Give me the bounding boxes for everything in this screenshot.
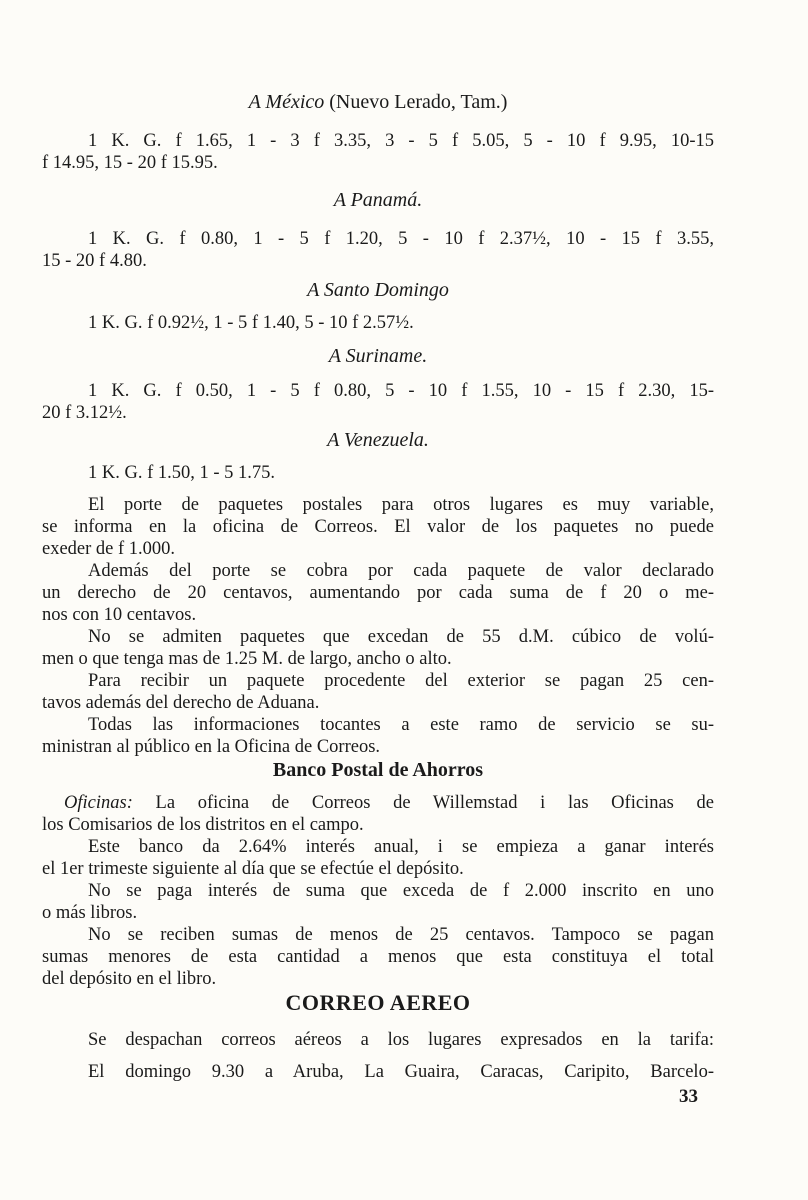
text-line: sumas menores de esta cantidad a menos que esta constituya el total [42, 947, 714, 967]
text-line: Este banco da 2.64% interés anual, i se empieza a ganar interés [88, 837, 714, 857]
text-line: No se paga interés de suma que exceda de f 2.000 inscrito en uno [88, 881, 714, 901]
text-line: Se despachan correos aéreos a los lugares expresados en la tarifa: [88, 1030, 714, 1050]
heading-panama: A Panamá. [333, 189, 423, 211]
rates-mexico [42, 130, 714, 174]
heading-suriname: A Suriname. [328, 345, 428, 367]
text-line: el 1er trimeste siguiente al día que se efectúe el depósito. [42, 859, 464, 879]
text-line: No se admiten paquetes que excedan de 55 d.M. cúbico de volú- [88, 627, 714, 647]
text-line: 1 K. G. f 0.50, 1 - 5 f 0.80, 5 - 10 f 1.55, 10 - 15 f 2.30, 15- [88, 381, 714, 401]
heading-venezuela: A Venezuela. [327, 429, 429, 451]
heading-santo-domingo: A Santo Domingo [307, 279, 449, 301]
text-line: 1 K. G. f 1.50, 1 - 5 1.75. [88, 463, 276, 483]
correo-text [42, 1024, 714, 1088]
text-line: un derecho de 20 centavos, aumentando por cada suma de f 20 o me- [42, 583, 714, 603]
text-line: exeder de f 1.000. [42, 539, 176, 559]
text-line [42, 792, 714, 814]
text-line: 1 K. G. f 0.92½, 1 - 5 f 1.40, 5 - 10 f 2.57½. [88, 313, 414, 333]
text-line: 15 - 20 f 4.80. [42, 251, 147, 271]
text-line: 1 K. G. f 1.65, 1 - 3 f 3.35, 3 - 5 f 5.05, 5 - 10 f 9.95, 10-15 [88, 131, 714, 151]
text-line: Para recibir un paquete procedente del exterior se pagan 25 cen- [88, 671, 714, 691]
text-line: del depósito en el libro. [42, 969, 217, 989]
text-line: nos con 10 centavos. [42, 605, 197, 625]
rates-suriname [42, 380, 714, 424]
text-line: Además del porte se cobra por cada paquete de valor declarado [88, 561, 714, 581]
text-line: El porte de paquetes postales para otros lugares es muy variable, [88, 495, 714, 515]
heading-banco-postal: Banco Postal de Ahorros [272, 759, 484, 781]
text-line: Todas las informaciones tocantes a este ramo de servicio se su- [88, 715, 714, 735]
oficinas-label: Oficinas: [64, 793, 133, 813]
heading-mexico-italic: A México [248, 91, 325, 113]
heading-mexico-rest: (Nuevo Lerado, Tam.) [324, 91, 508, 113]
heading-mexico [42, 90, 714, 114]
rates-venezuela [42, 462, 714, 484]
text-line: El domingo 9.30 a Aruba, La Guaira, Caracas, Caripito, Barcelo- [88, 1062, 714, 1082]
text-line: men o que tenga mas de 1.25 M. de largo, ancho o alto. [42, 649, 452, 669]
text-line: se informa en la oficina de Correos. El valor de los paquetes no puede [42, 517, 714, 537]
text-line: ministran al público en la Oficina de Correos. [42, 737, 381, 757]
rates-santo-domingo [42, 312, 714, 334]
banco-text [42, 792, 714, 990]
text-line: los Comisarios de los distritos en el campo. [42, 815, 364, 835]
text-line: 20 f 3.12½. [42, 403, 127, 423]
paquetes-text [42, 494, 714, 758]
rates-panama [42, 228, 714, 272]
oficinas-text: La oficina de Correos de Willemstad i las Oficinas de [132, 793, 714, 813]
text-line: tavos además del derecho de Aduana. [42, 693, 320, 713]
text-line: o más libros. [42, 903, 138, 923]
text-line: 1 K. G. f 0.80, 1 - 5 f 1.20, 5 - 10 f 2.37½, 10 - 15 f 3.55, [88, 229, 714, 249]
text-line: f 14.95, 15 - 20 f 15.95. [42, 153, 218, 173]
heading-correo-aereo: CORREO AEREO [285, 990, 471, 1015]
page-number: 33 [679, 1086, 698, 1107]
text-line: No se reciben sumas de menos de 25 centavos. Tampoco se pagan [88, 925, 714, 945]
